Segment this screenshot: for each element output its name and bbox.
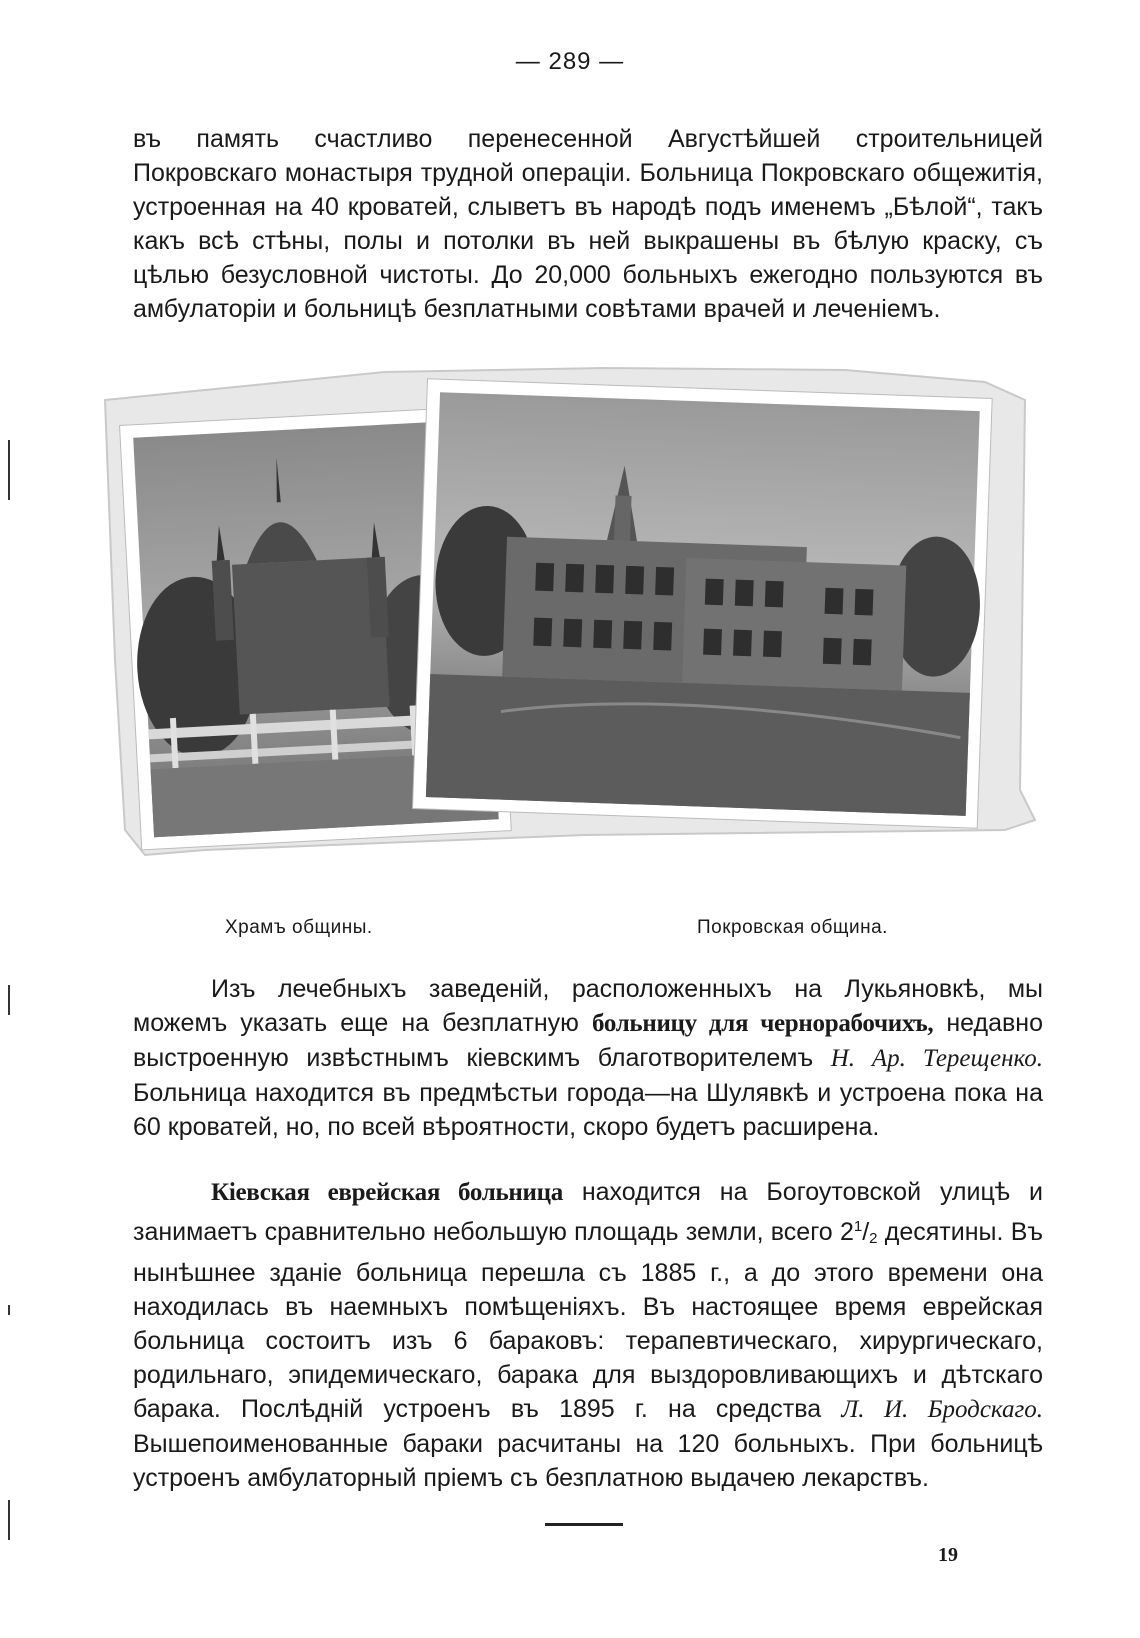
caption-hospital: Покровская община. [697, 917, 888, 938]
paragraph-2-part1: Изъ лечебныхъ заведеній, расположенныхъ на Лукьяновкѣ, мы можемъ указать еще на безплатную [133, 975, 1043, 1037]
paragraph-3 [133, 1175, 1043, 1495]
paragraph-3-italic: Л. И. Бродскаго. [841, 1396, 1043, 1423]
fraction-slash: / [862, 1218, 870, 1246]
paragraph-3-part1: находится на Богоутовской улицѣ и занимаетъ сравнительно небольшую площадь земли, всего 2 [133, 1178, 1043, 1246]
paragraph-2-bold: больницу для чернорабочихъ, [591, 1010, 934, 1037]
fraction-denominator: 2 [869, 1230, 878, 1247]
end-rule [545, 1523, 623, 1526]
paragraph-1 [133, 122, 1043, 326]
page-number: — 289 — [515, 48, 625, 75]
paragraph-2-italic: Н. Ар. Терещенко. [830, 1045, 1043, 1072]
paragraph-2-part2: недавно выстроенную извѣстнымъ кіевскимъ благотворителемъ [133, 1009, 1043, 1072]
hospital-photo [413, 379, 993, 828]
paragraph-3-bold: Кіевская еврейская больница [211, 1179, 563, 1206]
paragraph-3-part3: Вышепоименованные бараки расчитаны на 120 больныхъ. При больницѣ устроенъ амбулаторный пріемъ съ безплатною выдачею лекарствъ. [133, 1430, 1043, 1492]
margin-mark [8, 1500, 10, 1540]
paragraph-1-text: въ память счастливо перенесенной Августѣйшей строительницей Покровскаго монастыря трудной операціи. Больница Покровскаго общежитія, устроенная на 40 кроватей, слыветъ въ народѣ подъ именемъ „Бѣлой“, такъ какъ всѣ стѣны, полы и потолки въ ней выкрашены въ бѣлую краску, съ цѣлью безусловной чистоты. До 20,000 больныхъ ежегодно пользуются въ амбулаторіи и больницѣ безплатными совѣтами врачей и леченіемъ. [133, 125, 1043, 323]
margin-mark [8, 1305, 10, 1315]
photo-collage-graphic [85, 360, 1075, 890]
paragraph-3-text [133, 1175, 1043, 1495]
paragraph-2 [133, 972, 1043, 1144]
fraction-numerator: 1 [853, 1218, 863, 1235]
paragraph-2-part3: Больница находится въ предмѣстьи города—на Шулявкѣ и устроена пока на 60 кроватей, но, по всей вѣроятности, скоро будетъ расширена. [133, 1079, 1043, 1141]
paragraph-2-text [133, 972, 1043, 1144]
photo-collage [85, 360, 1075, 890]
margin-mark [8, 440, 10, 500]
paragraph-3-part2: десятины. Въ нынѣшнее зданіе больница перешла съ 1885 г., а до этого времени она находилась въ наемныхъ помѣщеніяхъ. Въ настоящее время еврейская больница состоитъ изъ 6 бараковъ: терапевтическаго, хирургическаго, родильнаго, эпидемическаго, барака для выздоровливающихъ и дѣтскаго барака. Послѣдній устроенъ въ 1895 г. на средства [133, 1218, 1043, 1423]
caption-church: Храмъ общины. [225, 917, 373, 938]
margin-mark [8, 985, 10, 1015]
signature-mark: 19 [938, 1544, 958, 1566]
